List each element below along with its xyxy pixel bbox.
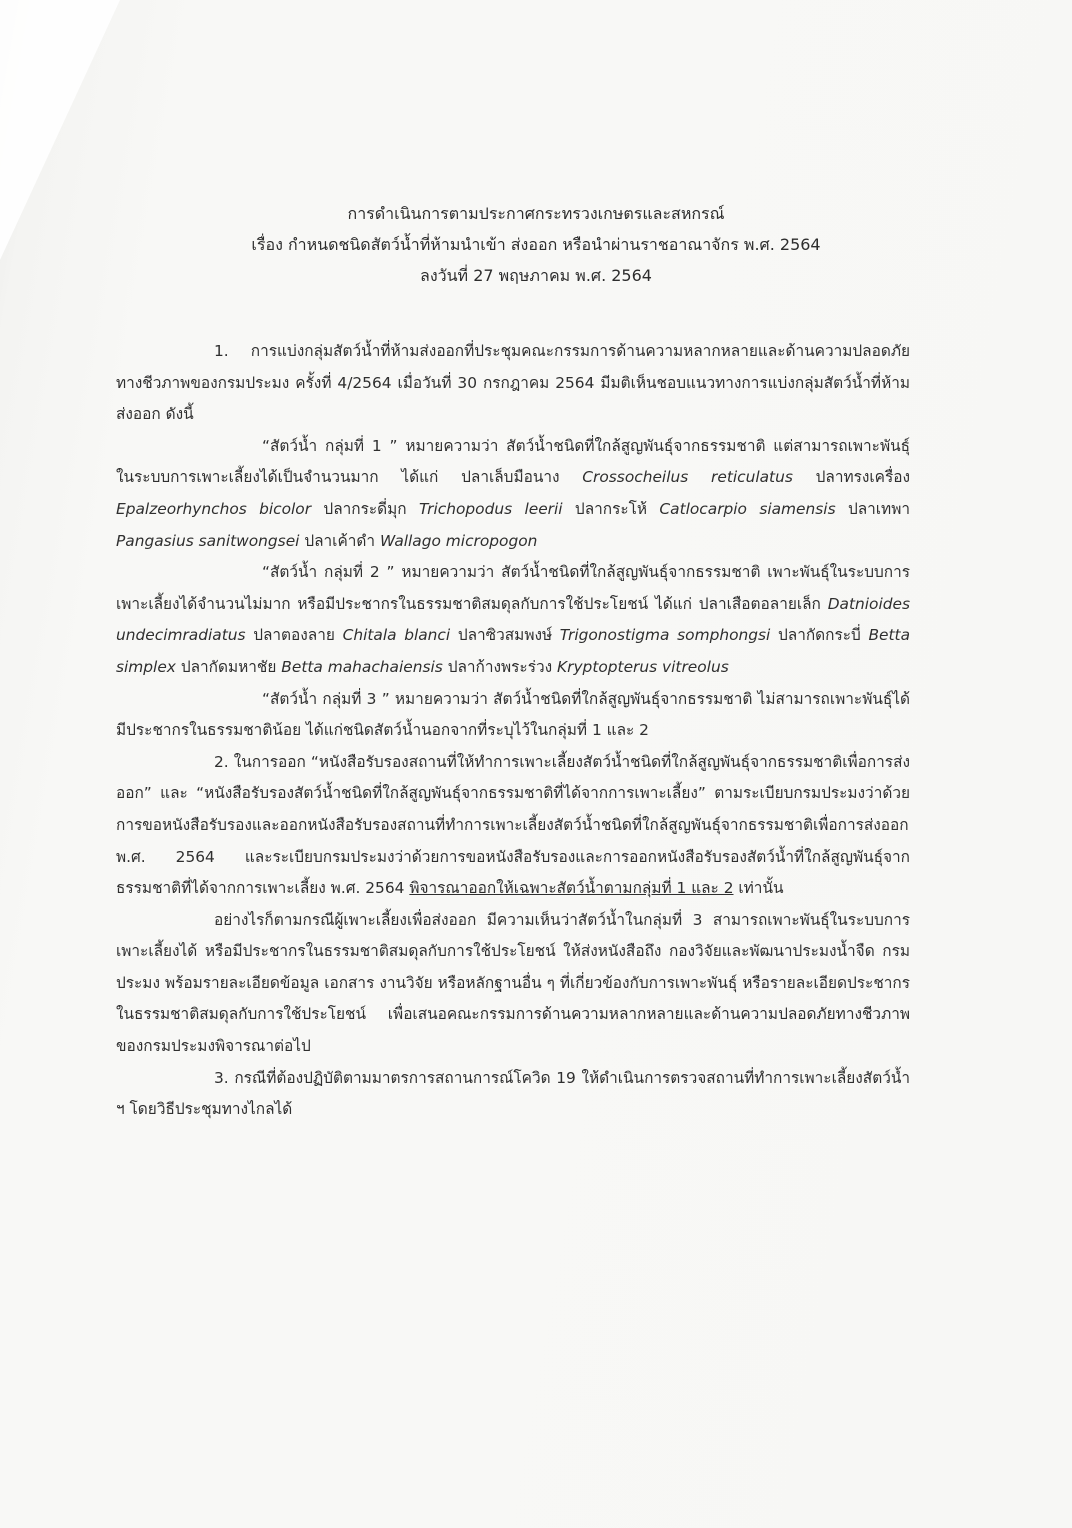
group-2-paragraph (116, 557, 910, 683)
group-2-definition: “สัตว์น้ำ กลุ่มที่ 2 ” หมายความว่า สัตว์น้ำชนิดที่ใกล้สูญพันธุ์จากธรรมชาติ เพาะพันธุ์ในระบบการเพาะเลี้ยงได้จำนวนไม่มาก หรือมีประชากรในธรรมชาติสมดุลกับการใช้ประโยชน์ ได้แก่ (116, 563, 910, 613)
species-thai: ปลากระโห้ (574, 499, 648, 518)
species-thai: ปลาตองลาย (253, 626, 335, 645)
species-thai: ปลากระดี่มุก (323, 499, 407, 518)
section-3-text: 3. กรณีที่ต้องปฏิบัติตามมาตรการสถานการณ์โควิด 19 ให้ดำเนินการตรวจสถานที่ทำการเพาะเลี้ยงสัตว์น้ำ ฯ โดยวิธีประชุมทางไกลได้ (116, 1068, 910, 1119)
species-scientific: Trichopodus leerii (418, 499, 563, 518)
species-thai: ปลากัดกระบี่ (778, 626, 861, 645)
species-scientific: Wallago micropogon (379, 531, 538, 550)
title-line-2: เรื่อง กำหนดชนิดสัตว์น้ำที่ห้ามนำเข้า ส่งออก หรือนำผ่านราชอาณาจักร พ.ศ. 2564 (251, 235, 821, 254)
title-line-3: ลงวันที่ 27 พฤษภาคม พ.ศ. 2564 (420, 266, 652, 285)
group-1-definition: “สัตว์น้ำ กลุ่มที่ 1 ” หมายความว่า สัตว์น้ำชนิดที่ใกล้สูญพันธุ์จากธรรมชาติ แต่สามารถเพาะพันธุ์ในระบบการเพาะเลี้ยงได้เป็นจำนวนมาก ได้แก่ (116, 436, 910, 487)
section-2-text: 2. ในการออก “หนังสือรับรองสถานที่ให้ทำการเพาะเลี้ยงสัตว์น้ำชนิดที่ใกล้สูญพันธุ์จากธรรมชาติเพื่อการส่งออก” และ “หนังสือรับรองสัตว์น้ำชนิดที่ใกล้สูญพันธุ์จากธรรมชาติที่ได้จากการเพาะเลี้ยง” ตามระเบียบกรมประมงว่าด้วยการขอหนังสือรับรองและออกหนังสือรับรองสถานที่ทำการเพาะเลี้ยงสัตว์น้ำชนิดที่ใกล้สูญพันธุ์จากธรรมชาติเพื่อการส่งออก พ.ศ. 2564 และระเบียบกรมประมงว่าด้วยการขอหนังสือรับรองและการออกหนังสือรับรองสัตว์น้ำที่ใกล้สูญพันธุ์จากธรรมชาติที่ได้จากการเพาะเลี้ยง พ.ศ. 2564 (116, 752, 910, 898)
section-3-paragraph (116, 1063, 910, 1126)
species-thai: ปลาเล็บมือนาง (461, 468, 560, 487)
group-1-paragraph (116, 431, 910, 557)
species-thai: ปลาเสือตอลายเล็ก (698, 594, 821, 613)
species-scientific: Crossocheilus reticulatus (582, 468, 793, 487)
section-1-intro (116, 336, 910, 431)
species-scientific: Epalzeorhynchos bicolor (116, 499, 312, 518)
species-thai: ปลากัดมหาชัย (180, 657, 277, 676)
document-title-block (0, 198, 1072, 291)
species-thai: ปลาก้างพระร่วง (447, 657, 553, 676)
section-2-suffix: เท่านั้น (733, 879, 784, 898)
species-thai: ปลาทรงเครื่อง (815, 468, 910, 487)
section-2-underlined-text: พิจารณาออกให้เฉพาะสัตว์น้ำตามกลุ่มที่ 1 และ 2 (409, 879, 734, 898)
species-scientific: Datnioides undecimradiatus (116, 594, 910, 645)
title-line-1: การดำเนินการตามประกาศกระทรวงเกษตรและสหกรณ์ (347, 204, 725, 223)
group-3-definition: “สัตว์น้ำ กลุ่มที่ 3 ” หมายความว่า สัตว์น้ำชนิดที่ใกล้สูญพันธุ์จากธรรมชาติ ไม่สามารถเพาะพันธุ์ได้ มีประชากรในธรรมชาติน้อย ได้แก่ชนิดสัตว์น้ำนอกจากที่ระบุไว้ในกลุ่มที่ 1 และ 2 (116, 689, 910, 740)
species-scientific: Betta simplex (116, 626, 910, 676)
section-2-paragraph (116, 747, 910, 905)
species-scientific: Betta mahachaiensis (281, 657, 443, 676)
species-thai: ปลาซิวสมพงษ์ (457, 626, 553, 645)
species-scientific: Chitala blanci (342, 626, 451, 645)
species-thai: ปลาเค้าดำ (304, 531, 376, 550)
species-scientific: Trigonostigma somphongsi (559, 626, 771, 645)
section-2-followup (116, 905, 910, 1063)
species-scientific: Catlocarpio siamensis (659, 499, 836, 518)
document-body (116, 336, 910, 1126)
species-scientific: Pangasius sanitwongsei (116, 531, 300, 550)
section-1-intro-text: 1. การแบ่งกลุ่มสัตว์น้ำที่ห้ามส่งออกที่ประชุมคณะกรรมการด้านความหลากหลายและด้านความปลอดภัยทางชีวภาพของกรมประมง ครั้งที่ 4/2564 เมื่อวันที่ 30 กรกฎาคม 2564 มีมติเห็นชอบแนวทางการแบ่งกลุ่มสัตว์น้ำที่ห้ามส่งออก ดังนี้ (116, 342, 910, 424)
species-scientific: Kryptopterus vitreolus (557, 657, 729, 676)
group-3-paragraph (116, 684, 910, 747)
species-thai: ปลาเทพา (847, 499, 910, 518)
section-2-followup-text: อย่างไรก็ตามกรณีผู้เพาะเลี้ยงเพื่อส่งออก มีความเห็นว่าสัตว์น้ำในกลุ่มที่ 3 สามารถเพาะพันธุ์ในระบบการเพาะเลี้ยงได้ หรือมีประชากรในธรรมชาติสมดุลกับการใช้ประโยชน์ ให้ส่งหนังสือถึง กองวิจัยและพัฒนาประมงน้ำจืด กรมประมง พร้อมรายละเอียดข้อมูล เอกสาร งานวิจัย หรือหลักฐานอื่น ๆ ที่เกี่ยวข้องกับการเพาะพันธุ์ หรือรายละเอียดประชากรในธรรมชาติสมดุลกับการใช้ประโยชน์ เพื่อเสนอคณะกรรมการด้านความหลากหลายและด้านความปลอดภัยทางชีวภาพของกรมประมงพิจารณาต่อไป (116, 910, 910, 1056)
